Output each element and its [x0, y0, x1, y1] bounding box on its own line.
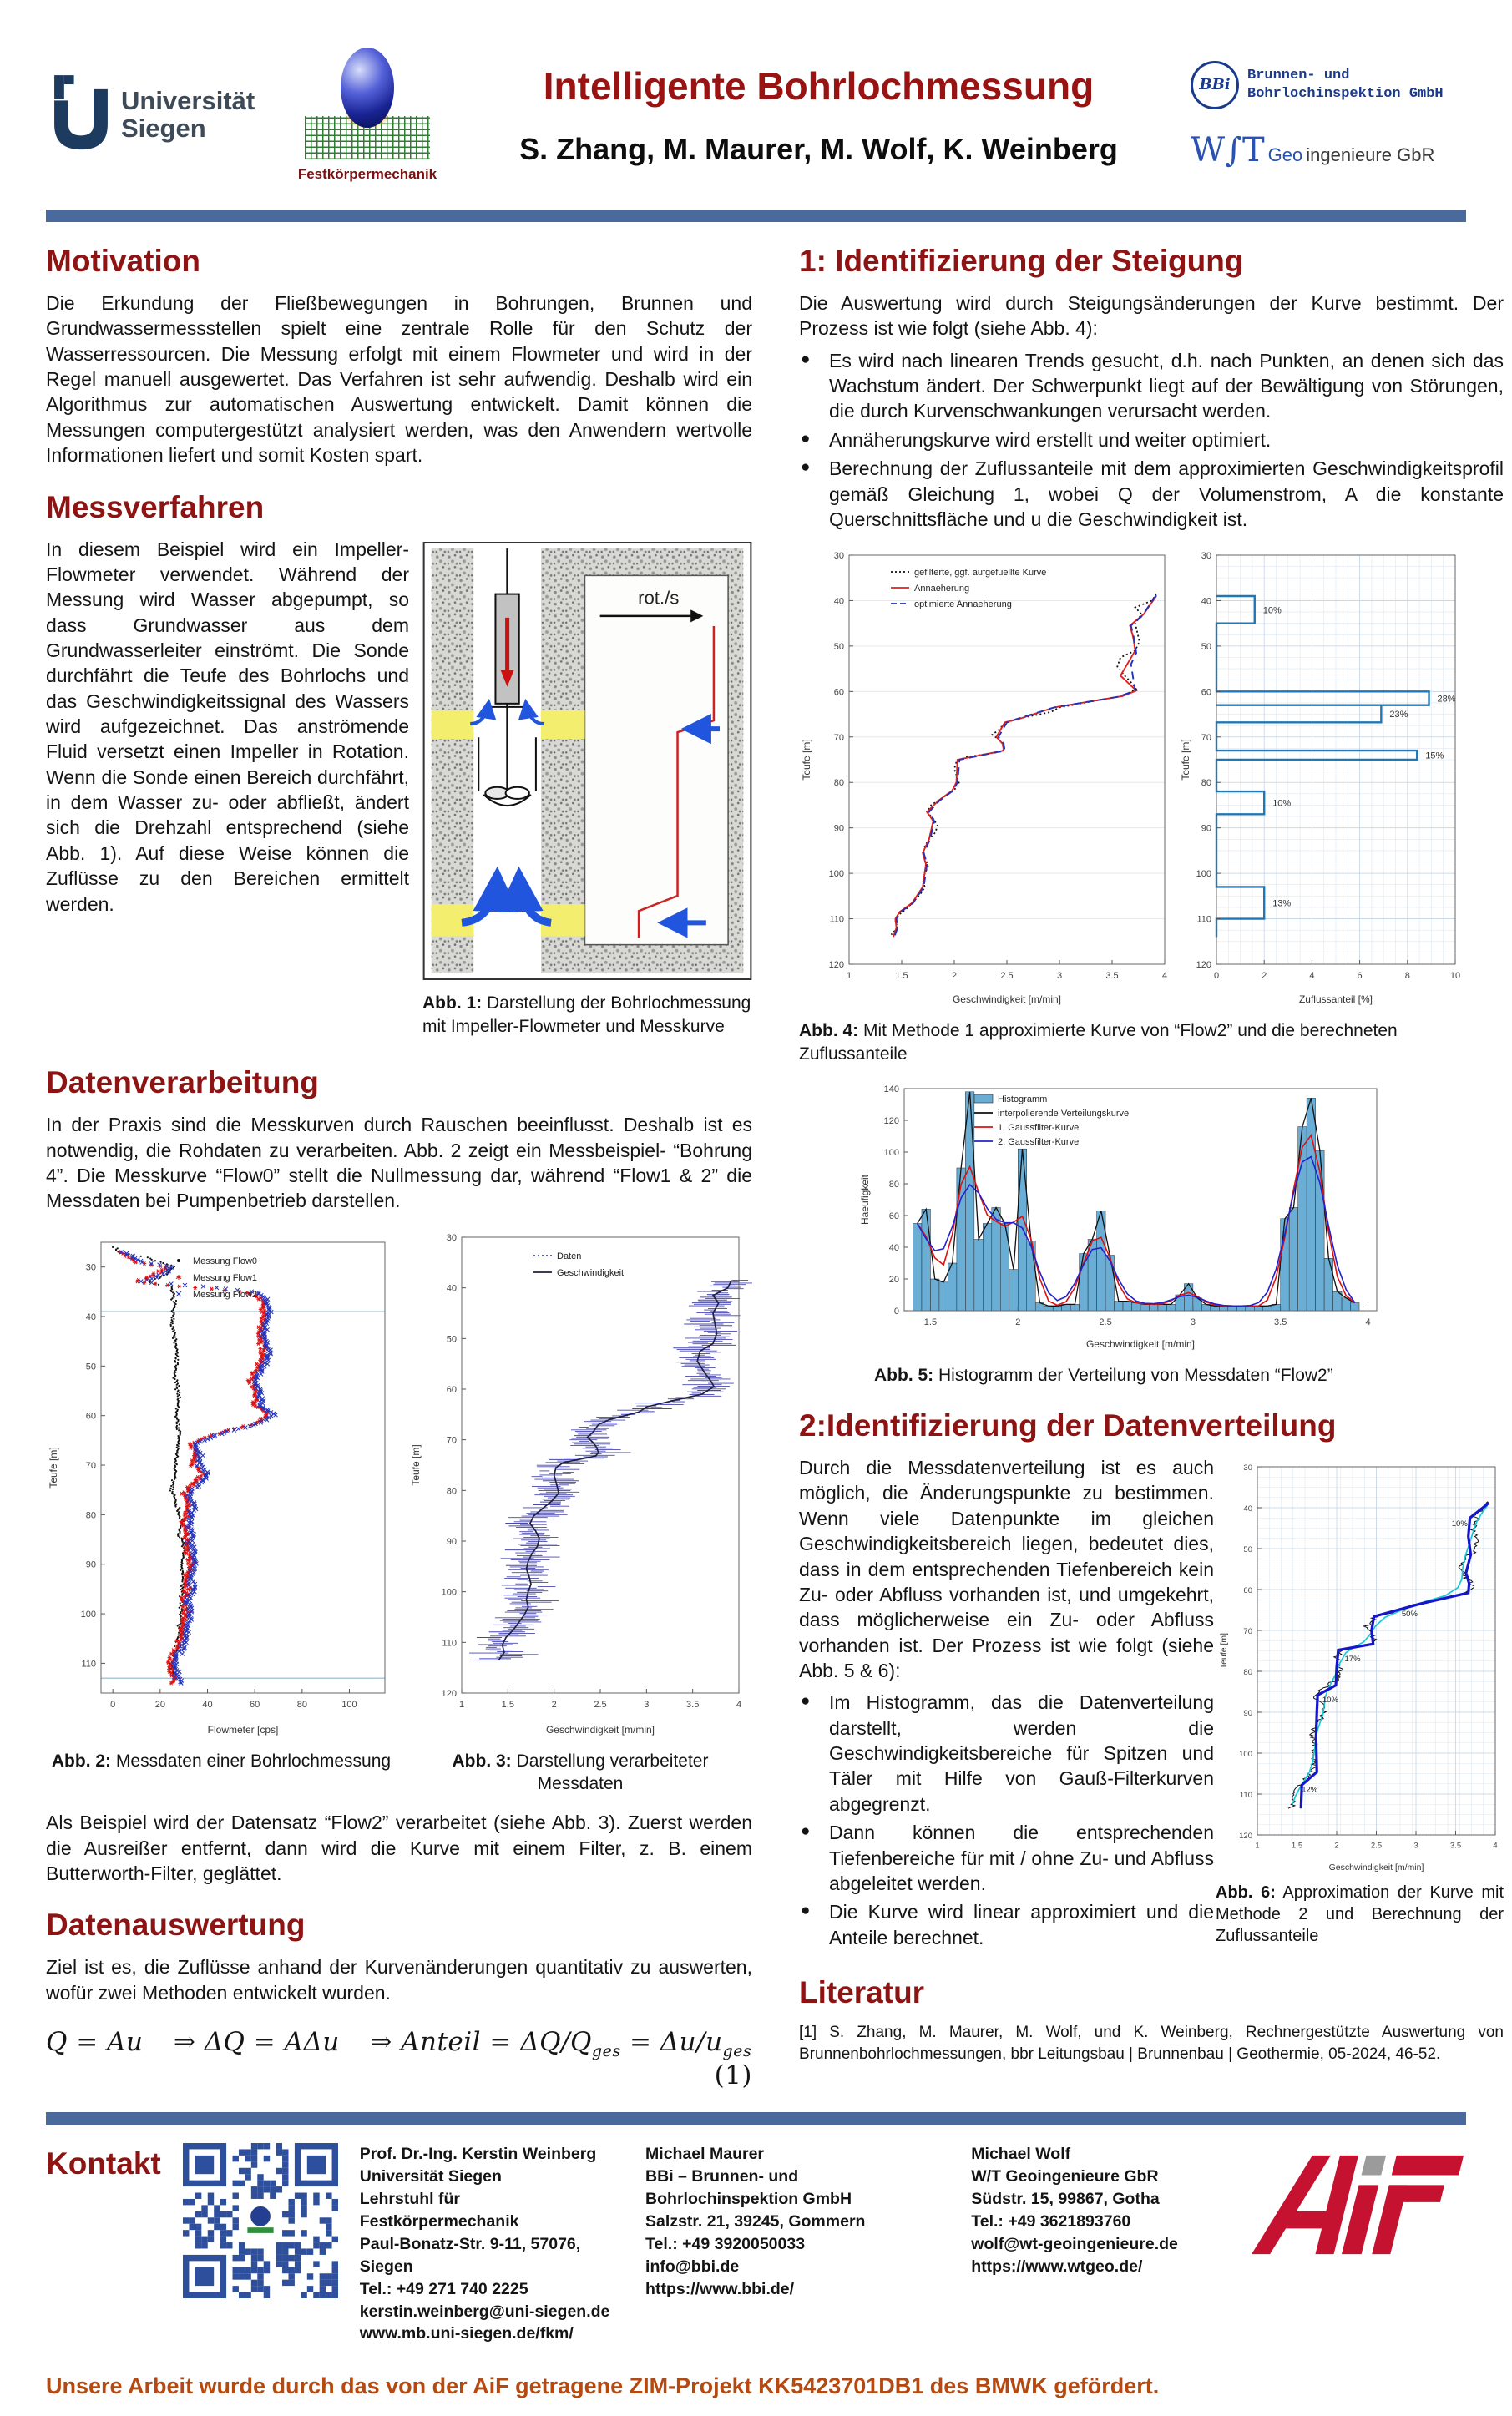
svg-text:Geschwindigkeit: Geschwindigkeit — [557, 1267, 625, 1278]
contact-email: kerstin.weinberg@uni-siegen.de — [359, 2302, 610, 2321]
contact-weinberg — [360, 2143, 624, 2345]
svg-text:optimierte Annaeherung: optimierte Annaeherung — [914, 599, 1012, 610]
aif-logo — [1249, 2138, 1466, 2277]
bbi-logo-text — [1247, 67, 1444, 103]
left-column — [46, 240, 752, 2090]
svg-text:10%: 10% — [1262, 605, 1282, 616]
svg-text:50: 50 — [1201, 642, 1211, 653]
contact-url: https://www.wtgeo.de/ — [971, 2257, 1143, 2276]
eq-sub-ges-2: ges — [722, 2042, 752, 2061]
method-2-bullet-2: ● Dann können die entsprechenden Tiefenbereiche für mit / ohne Zu- und Abfluss abgeleitet werden. — [799, 1820, 1215, 1896]
contact-line: Paul-Bonatz-Str. 9-11, 57076, Siegen — [359, 2234, 581, 2276]
method-2-intro: Durch die Messdatenverteilung ist es auch möglich, die Änderungspunkte zu bestimmen. Wenn viele Datenpunkte im gleichen Geschwindigkeitsbereich liegen, bedeutet dies, dass in dem entsprechenden Tiefenbereich kein Zu- oder Abfluss vorhanden ist, und umgekehrt, dass möglicherweise ein Zu- oder Abfluss vorhanden ist. Der Prozess ist wie folgt (siehe Abb. 5 & 6): — [799, 1457, 1214, 1681]
svg-text:23%: 23% — [1389, 710, 1408, 720]
svg-text:1: 1 — [1255, 1841, 1260, 1851]
svg-text:10%: 10% — [1451, 1519, 1468, 1529]
svg-text:4: 4 — [1161, 971, 1168, 982]
svg-text:30: 30 — [1243, 1463, 1252, 1473]
motivation-text: Die Erkundung der Fließbewegungen in Bohrungen, Brunnen und Grundwassermessstellen spielt eine zentrale Rolle für den Schutz der Wasserressourcen. Die Messung erfolgt mit einem Flowmeter und wird in der Regel manuell ausgewertet. Das Verfahren ist sehr aufwendig. Deshalb wird ein Algorithmus zur automatischen Auswertung entwickelt. Damit können die Messungen computergestützt analysiert werden, was den Anwendern wertvolle Informationen liefert und somit Kosten spart. — [46, 292, 752, 467]
svg-text:60: 60 — [833, 687, 844, 698]
aif-logo-icon — [1249, 2138, 1466, 2272]
svg-text:Teufe [m]: Teufe [m] — [48, 1446, 59, 1489]
svg-text:3.5: 3.5 — [1274, 1317, 1287, 1327]
contact-line: Tel.: +49 271 740 2225 — [359, 2279, 528, 2298]
svg-text:60: 60 — [1201, 687, 1211, 698]
eq-arrow-2: ⇒ — [370, 2027, 392, 2058]
header-divider-bar — [46, 210, 1466, 222]
svg-text:0: 0 — [110, 1699, 116, 1710]
svg-text:110: 110 — [81, 1659, 96, 1670]
svg-text:4: 4 — [1309, 971, 1315, 982]
svg-text:100: 100 — [80, 1609, 96, 1620]
figure-1 — [422, 542, 752, 1039]
figure-2-caption-label: Abb. 2: — [51, 1751, 112, 1771]
svg-text:4: 4 — [736, 1699, 742, 1710]
fkm-ball-icon — [341, 48, 394, 128]
svg-text:3: 3 — [1190, 1317, 1196, 1327]
svg-text:2. Gaussfilter-Kurve: 2. Gaussfilter-Kurve — [998, 1136, 1080, 1147]
header — [46, 0, 1466, 205]
contact-line: Tel.: +49 3920050033 — [645, 2234, 806, 2253]
figure-6-caption — [1216, 1882, 1504, 1947]
bbi-logo — [1191, 61, 1444, 109]
svg-text:Zuflussanteil [%]: Zuflussanteil [%] — [1298, 993, 1373, 1006]
uni-line1: Universität — [121, 85, 255, 115]
figure-2-caption — [46, 1750, 397, 1772]
svg-text:110: 110 — [442, 1637, 457, 1648]
chart-abb6 — [1216, 1455, 1504, 1882]
svg-text:60: 60 — [250, 1699, 260, 1710]
svg-text:Teufe [m]: Teufe [m] — [1180, 739, 1191, 781]
svg-text:Haeufigkeit: Haeufigkeit — [859, 1174, 871, 1225]
heading-datenverarbeitung: Datenverarbeitung — [46, 1065, 319, 1100]
svg-text:Histogramm: Histogramm — [998, 1094, 1048, 1104]
wt-logo — [1191, 131, 1434, 169]
svg-text:3.5: 3.5 — [1449, 1841, 1462, 1851]
figure-4-caption-text: Mit Methode 1 approximierte Kurve von “Flow2” und die berechneten Zuflussanteile — [799, 1021, 1398, 1064]
svg-text:1: 1 — [846, 971, 852, 982]
flow2-processing-text: Als Beispiel wird der Datensatz “Flow2” verarbeitet (siehe Abb. 3). Zuerst werden die Ausreißer entfernt, dann wird die Kurve mit einem Filter, z. B. einem Butterworth-Filter, geglättet. — [46, 1812, 752, 1884]
figure-6-caption-label: Abb. 6: — [1216, 1883, 1276, 1903]
svg-text:0: 0 — [893, 1306, 899, 1317]
svg-text:60: 60 — [888, 1211, 899, 1221]
eq-lhs: Q = Au — [46, 2027, 144, 2058]
contact-line: Prof. Dr.-Ing. Kerstin Weinberg — [359, 2145, 597, 2164]
svg-text:110: 110 — [1239, 1791, 1252, 1801]
literature-reference: [1] S. Zhang, M. Maurer, M. Wolf, und K. Weinberg, Rechnergestützte Auswertung von Brunnenbohrlochmessungen, bbr Leitungsbau | Brunnenbau | Geothermie, 05-2024, 46-52. — [799, 2023, 1504, 2063]
svg-text:1.5: 1.5 — [923, 1317, 938, 1327]
method-2-bullet-3: ● Die Kurve wird linear approximiert und die Anteile berechnet. — [799, 1899, 1215, 1950]
svg-text:gefilterte, ggf. aufgefuellte: gefilterte, ggf. aufgefuellte Kurve — [914, 568, 1047, 579]
contact-line: Salzstr. 21, 39245, Gommern — [645, 2211, 866, 2231]
svg-text:140: 140 — [883, 1084, 899, 1094]
contact-url: https://www.bbi.de/ — [645, 2279, 795, 2298]
bbi-line2: Bohrlochinspektion GmbH — [1247, 85, 1444, 102]
svg-text:1.5: 1.5 — [895, 971, 908, 982]
svg-text:40: 40 — [202, 1699, 213, 1710]
contact-line: Universität Siegen — [359, 2167, 502, 2186]
svg-text:90: 90 — [833, 823, 844, 834]
svg-text:70: 70 — [85, 1460, 96, 1471]
svg-text:2: 2 — [951, 971, 958, 982]
borehole-diagram — [422, 542, 752, 980]
figure-2-caption-text: Messdaten einer Bohrlochmessung — [115, 1751, 392, 1771]
svg-text:4: 4 — [1365, 1317, 1371, 1327]
svg-text:28%: 28% — [1437, 694, 1456, 705]
svg-text:90: 90 — [85, 1559, 96, 1570]
kontakt-section — [46, 2125, 1466, 2345]
method-1-intro: Die Auswertung wird durch Steigungsänderungen der Kurve bestimmt. Der Prozess ist wie folgt (siehe Abb. 4): — [799, 292, 1504, 340]
svg-text:2: 2 — [1262, 971, 1267, 982]
contact-line: Michael Wolf — [971, 2145, 1071, 2164]
uni-siegen-logo-text — [121, 85, 255, 143]
svg-text:1: 1 — [458, 1699, 465, 1710]
figure-1-caption — [422, 992, 752, 1039]
heading-datenauswertung: Datenauswertung — [46, 1908, 306, 1943]
svg-text:Geschwindigkeit [m/min]: Geschwindigkeit [m/min] — [1328, 1863, 1424, 1873]
svg-text:100: 100 — [441, 1587, 457, 1598]
method-2-section — [799, 1455, 1504, 1954]
contact-line: Tel.: +49 3621893760 — [971, 2211, 1131, 2231]
svg-text:Messung Flow1: Messung Flow1 — [193, 1272, 258, 1283]
svg-text:120: 120 — [1239, 1832, 1252, 1842]
svg-text:40: 40 — [1243, 1504, 1252, 1514]
messverfahren-text: In diesem Beispiel wird ein Impeller-Flowmeter verwendet. Während der Messung wird Wasser abgepumpt, so dass Grundwasser aus dem Grundwasserleiter einströmt. Die Sonde durchfährt die Teufe des Bohrlochs und das Geschwindigkeitssignal des Wassers wird aufgezeichnet. Das anströmende Fluid versetzt einen Impeller in Rotation. Wenn die Sonde einen Bereich durchfährt, in dem Wasser zu- oder abfließt, ändert sich die Drehzahl entsprechend (siehe Abb. 1). Auf diese Weise können die Zuflüsse zu den Bereichen ermittelt werden. — [46, 538, 409, 915]
contact-maurer — [645, 2143, 949, 2300]
svg-text:30: 30 — [446, 1232, 457, 1243]
chart-abb4-right — [1178, 542, 1504, 1014]
svg-text:15%: 15% — [1425, 751, 1444, 761]
svg-text:1.5: 1.5 — [1291, 1841, 1303, 1851]
svg-text:80: 80 — [1243, 1668, 1252, 1678]
wt-mark-icon: W∫T — [1191, 130, 1265, 169]
method-1-bullet-3: ● Berechnung der Zuflussanteile mit dem approximierten Geschwindigkeitsprofil gemäß Gleichung 1, wobei Q der Volumenstrom, A die konstante Querschnittsfläche und u die Geschwindigkeit ist. — [799, 456, 1504, 532]
svg-text:Messung Flow0: Messung Flow0 — [193, 1256, 258, 1266]
uni-siegen-logo-icon — [46, 65, 116, 165]
svg-text:100: 100 — [828, 869, 844, 880]
svg-text:60: 60 — [85, 1411, 96, 1422]
figures-2-3-row — [46, 1222, 752, 1796]
wt-geo: Geo — [1267, 144, 1303, 165]
figure-4 — [799, 542, 1504, 1014]
figure-5 — [857, 1077, 1504, 1359]
figure-3 — [408, 1222, 752, 1796]
heading-messverfahren: Messverfahren — [46, 489, 265, 524]
fkm-label: Festkörpermechanik — [297, 165, 437, 182]
svg-text:70: 70 — [833, 733, 844, 744]
title-block — [447, 63, 1191, 167]
svg-text:40: 40 — [1201, 596, 1211, 607]
figure-5-caption-text: Histogramm der Verteilung von Messdaten “Flow2” — [938, 1365, 1333, 1385]
svg-text:80: 80 — [833, 778, 844, 789]
svg-text:interpolierende Verteilungskur: interpolierende Verteilungskurve — [998, 1108, 1130, 1119]
svg-text:2.5: 2.5 — [594, 1699, 607, 1710]
method-1-bullet-2: ● Annäherungskurve wird erstellt und weiter optimiert. — [799, 427, 1504, 452]
svg-text:70: 70 — [1201, 733, 1211, 744]
funding-note: Unsere Arbeit wurde durch das von der AiF getragene ZIM-Projekt KK5423701DB1 des BMWK gefördert. — [46, 2373, 1160, 2399]
svg-text:2.5: 2.5 — [1370, 1841, 1383, 1851]
heading-kontakt: Kontakt — [46, 2146, 161, 2181]
footer-divider-bar — [46, 2112, 1466, 2125]
svg-text:2: 2 — [551, 1699, 557, 1710]
uni-line2: Siegen — [121, 113, 206, 143]
svg-text:Messung Flow2: Messung Flow2 — [193, 1289, 258, 1300]
contact-line: BBi – Brunnen- und Bohrlochinspektion GmbH — [645, 2167, 852, 2209]
svg-text:8: 8 — [1404, 971, 1410, 982]
svg-text:40: 40 — [446, 1283, 457, 1294]
heading-motivation: Motivation — [46, 244, 200, 278]
svg-text:50%: 50% — [1401, 1609, 1418, 1619]
svg-text:Geschwindigkeit [m/min]: Geschwindigkeit [m/min] — [1085, 1337, 1196, 1350]
svg-text:50: 50 — [85, 1361, 96, 1372]
figure-4-caption-label: Abb. 4: — [799, 1021, 859, 1041]
svg-text:120: 120 — [1196, 960, 1211, 971]
svg-text:110: 110 — [1196, 914, 1211, 925]
svg-text:40: 40 — [833, 596, 844, 607]
partner-logos — [1191, 61, 1466, 169]
figure-1-caption-label: Abb. 1: — [422, 993, 483, 1013]
svg-text:100: 100 — [883, 1147, 899, 1158]
method-2-bullet-1: ● Im Histogramm, das die Datenverteilung darstellt, werden die Geschwindigkeitsbereiche für Spitzen und Täler mit Hilfe von Gauß-Filterkurven abgegrenzt. — [799, 1690, 1215, 1817]
equation-1 — [46, 2027, 752, 2091]
eq-number: (1) — [714, 2060, 752, 2091]
svg-text:90: 90 — [446, 1536, 457, 1547]
svg-text:1. Gaussfilter-Kurve: 1. Gaussfilter-Kurve — [998, 1122, 1080, 1133]
svg-text:90: 90 — [1201, 823, 1211, 834]
svg-text:3: 3 — [1413, 1841, 1418, 1851]
svg-text:12%: 12% — [1302, 1785, 1318, 1795]
svg-text:80: 80 — [446, 1485, 457, 1496]
figure-2 — [46, 1222, 397, 1772]
qr-code — [183, 2143, 338, 2298]
contact-wolf — [971, 2143, 1227, 2277]
svg-text:Teufe [m]: Teufe [m] — [801, 739, 812, 781]
svg-text:0: 0 — [1213, 971, 1220, 982]
heading-literatur: Literatur — [799, 1974, 925, 2009]
figure-5-caption-label: Abb. 5: — [874, 1365, 934, 1385]
messverfahren-section — [46, 537, 752, 1044]
svg-text:1.5: 1.5 — [501, 1699, 514, 1710]
poster-authors: S. Zhang, M. Maurer, M. Wolf, K. Weinberg — [519, 131, 1118, 166]
svg-text:2: 2 — [1015, 1317, 1021, 1327]
eq-anteil: Anteil = ΔQ/Q — [401, 2027, 592, 2058]
svg-text:13%: 13% — [1272, 898, 1292, 909]
svg-text:10: 10 — [1449, 971, 1461, 982]
svg-text:3.5: 3.5 — [1105, 971, 1119, 982]
bbi-line1: Brunnen- und — [1247, 68, 1350, 84]
fkm-logo — [296, 48, 438, 183]
chart-abb3 — [408, 1222, 752, 1745]
svg-text:3: 3 — [644, 1699, 650, 1710]
svg-text:100: 100 — [341, 1699, 357, 1710]
svg-text:70: 70 — [1243, 1627, 1252, 1637]
right-column — [799, 240, 1504, 2090]
method-2-bullets — [799, 1690, 1215, 1950]
svg-text:80: 80 — [85, 1510, 96, 1521]
contact-line: Michael Maurer — [645, 2145, 765, 2164]
poster-title: Intelligente Bohrlochmessung — [543, 63, 1095, 108]
heading-method-1: 1: Identifizierung der Steigung — [799, 244, 1244, 278]
svg-text:6: 6 — [1357, 971, 1363, 982]
svg-text:70: 70 — [446, 1435, 457, 1446]
svg-text:20: 20 — [888, 1274, 899, 1285]
figure-4-caption — [799, 1019, 1504, 1065]
figure-3-caption-text: Darstellung verarbeiteter Messdaten — [516, 1751, 709, 1793]
svg-text:3.5: 3.5 — [686, 1699, 700, 1710]
svg-text:10%: 10% — [1322, 1695, 1338, 1705]
svg-text:17%: 17% — [1344, 1654, 1361, 1664]
eq-du: = Δu/u — [620, 2027, 723, 2058]
svg-text:30: 30 — [1201, 551, 1211, 562]
rot-per-s-label: rot./s — [638, 587, 680, 609]
svg-text:Annaeherung: Annaeherung — [914, 584, 970, 594]
svg-text:60: 60 — [446, 1384, 457, 1395]
heading-method-2: 2:Identifizierung der Datenverteilung — [799, 1408, 1337, 1443]
eq-sub-ges-1: ges — [591, 2042, 621, 2061]
svg-text:50: 50 — [446, 1333, 457, 1344]
svg-text:Teufe [m]: Teufe [m] — [1219, 1633, 1229, 1670]
svg-text:Geschwindigkeit [m/min]: Geschwindigkeit [m/min] — [952, 993, 1062, 1006]
svg-text:80: 80 — [888, 1179, 899, 1190]
svg-text:Teufe [m]: Teufe [m] — [410, 1443, 422, 1486]
eq-mid: ΔQ = AΔu — [204, 2027, 340, 2058]
method-1-bullets — [799, 348, 1504, 533]
figure-6-caption-text: Approximation der Kurve mit Methode 2 und Berechnung der Zuflussanteile — [1216, 1883, 1504, 1946]
svg-text:40: 40 — [888, 1242, 899, 1253]
contact-line: Südstr. 15, 99867, Gotha — [971, 2190, 1160, 2209]
svg-text:3: 3 — [1056, 971, 1063, 982]
contact-url: www.mb.uni-siegen.de/fkm/ — [359, 2324, 574, 2343]
svg-text:Geschwindigkeit [m/min]: Geschwindigkeit [m/min] — [545, 1723, 655, 1736]
figure-3-caption — [408, 1750, 752, 1796]
uni-siegen-logo — [46, 65, 296, 165]
svg-text:2.5: 2.5 — [1000, 971, 1014, 982]
svg-text:50: 50 — [833, 642, 844, 653]
svg-text:50: 50 — [1243, 1545, 1252, 1555]
chart-abb2 — [46, 1222, 397, 1745]
svg-text:100: 100 — [1196, 869, 1211, 880]
fkm-logo-graphic — [296, 48, 438, 164]
svg-text:20: 20 — [154, 1699, 165, 1710]
contact-email: info@bbi.de — [645, 2257, 740, 2276]
chart-abb5 — [857, 1077, 1504, 1359]
figure-1-caption-text: Darstellung der Bohrlochmessung mit Impeller-Flowmeter und Messkurve — [422, 993, 751, 1036]
wt-rest: ingenieure GbR — [1306, 144, 1435, 165]
svg-text:120: 120 — [828, 960, 844, 971]
method-1-bullet-1: ● Es wird nach linearen Trends gesucht, d.h. nach Punkten, an denen sich das Wachstum ändert. Der Schwerpunkt liegt auf der Bewältigung von Störungen, die durch Kurvenschwankungen verursacht werden. — [799, 348, 1504, 424]
figure-5-caption — [874, 1364, 1504, 1387]
svg-text:90: 90 — [1243, 1709, 1252, 1719]
svg-text:100: 100 — [1239, 1750, 1252, 1760]
chart-abb4-left — [799, 542, 1175, 1014]
svg-text:10%: 10% — [1272, 798, 1292, 809]
contact-line: Lehrstuhl für Festkörpermechanik — [359, 2190, 519, 2231]
svg-text:120: 120 — [883, 1115, 899, 1126]
svg-text:4: 4 — [1493, 1841, 1498, 1851]
svg-text:60: 60 — [1243, 1586, 1252, 1596]
contact-email: wolf@wt-geoingenieure.de — [971, 2234, 1178, 2253]
figure-3-caption-label: Abb. 3: — [452, 1751, 512, 1771]
svg-text:Flowmeter [cps]: Flowmeter [cps] — [207, 1723, 279, 1736]
svg-text:30: 30 — [85, 1262, 96, 1273]
datenauswertung-text: Ziel ist es, die Zuflüsse anhand der Kurvenänderungen quantitativ zu auswerten, wofür zwei Methoden entwickelt wurden. — [46, 1956, 752, 2004]
svg-text:110: 110 — [829, 914, 844, 925]
svg-text:80: 80 — [296, 1699, 307, 1710]
contact-line: W/T Geoingenieure GbR — [971, 2167, 1159, 2186]
svg-text:2.5: 2.5 — [1099, 1317, 1112, 1327]
figure-6 — [1216, 1455, 1504, 1947]
svg-text:40: 40 — [85, 1312, 96, 1322]
eq-arrow-1: ⇒ — [173, 2027, 196, 2058]
svg-text:30: 30 — [833, 551, 844, 562]
datenverarbeitung-text: In der Praxis sind die Messkurven durch Rauschen beeinflusst. Deshalb ist es notwendig, die Rohdaten zu verarbeiten. Abb. 2 zeigt ein Messbeispiel- “Bohrung 4”. Die Messkurve “Flow0” stellt die Nullmessung dar, während “Flow1 & 2” die Messdaten bei Pumpenbetrieb darstellen. — [46, 1114, 752, 1212]
bbi-circle-icon: BBi — [1191, 61, 1239, 109]
svg-text:2: 2 — [1334, 1841, 1339, 1851]
svg-text:120: 120 — [441, 1688, 457, 1699]
svg-text:80: 80 — [1201, 778, 1211, 789]
svg-text:Daten: Daten — [557, 1251, 582, 1261]
